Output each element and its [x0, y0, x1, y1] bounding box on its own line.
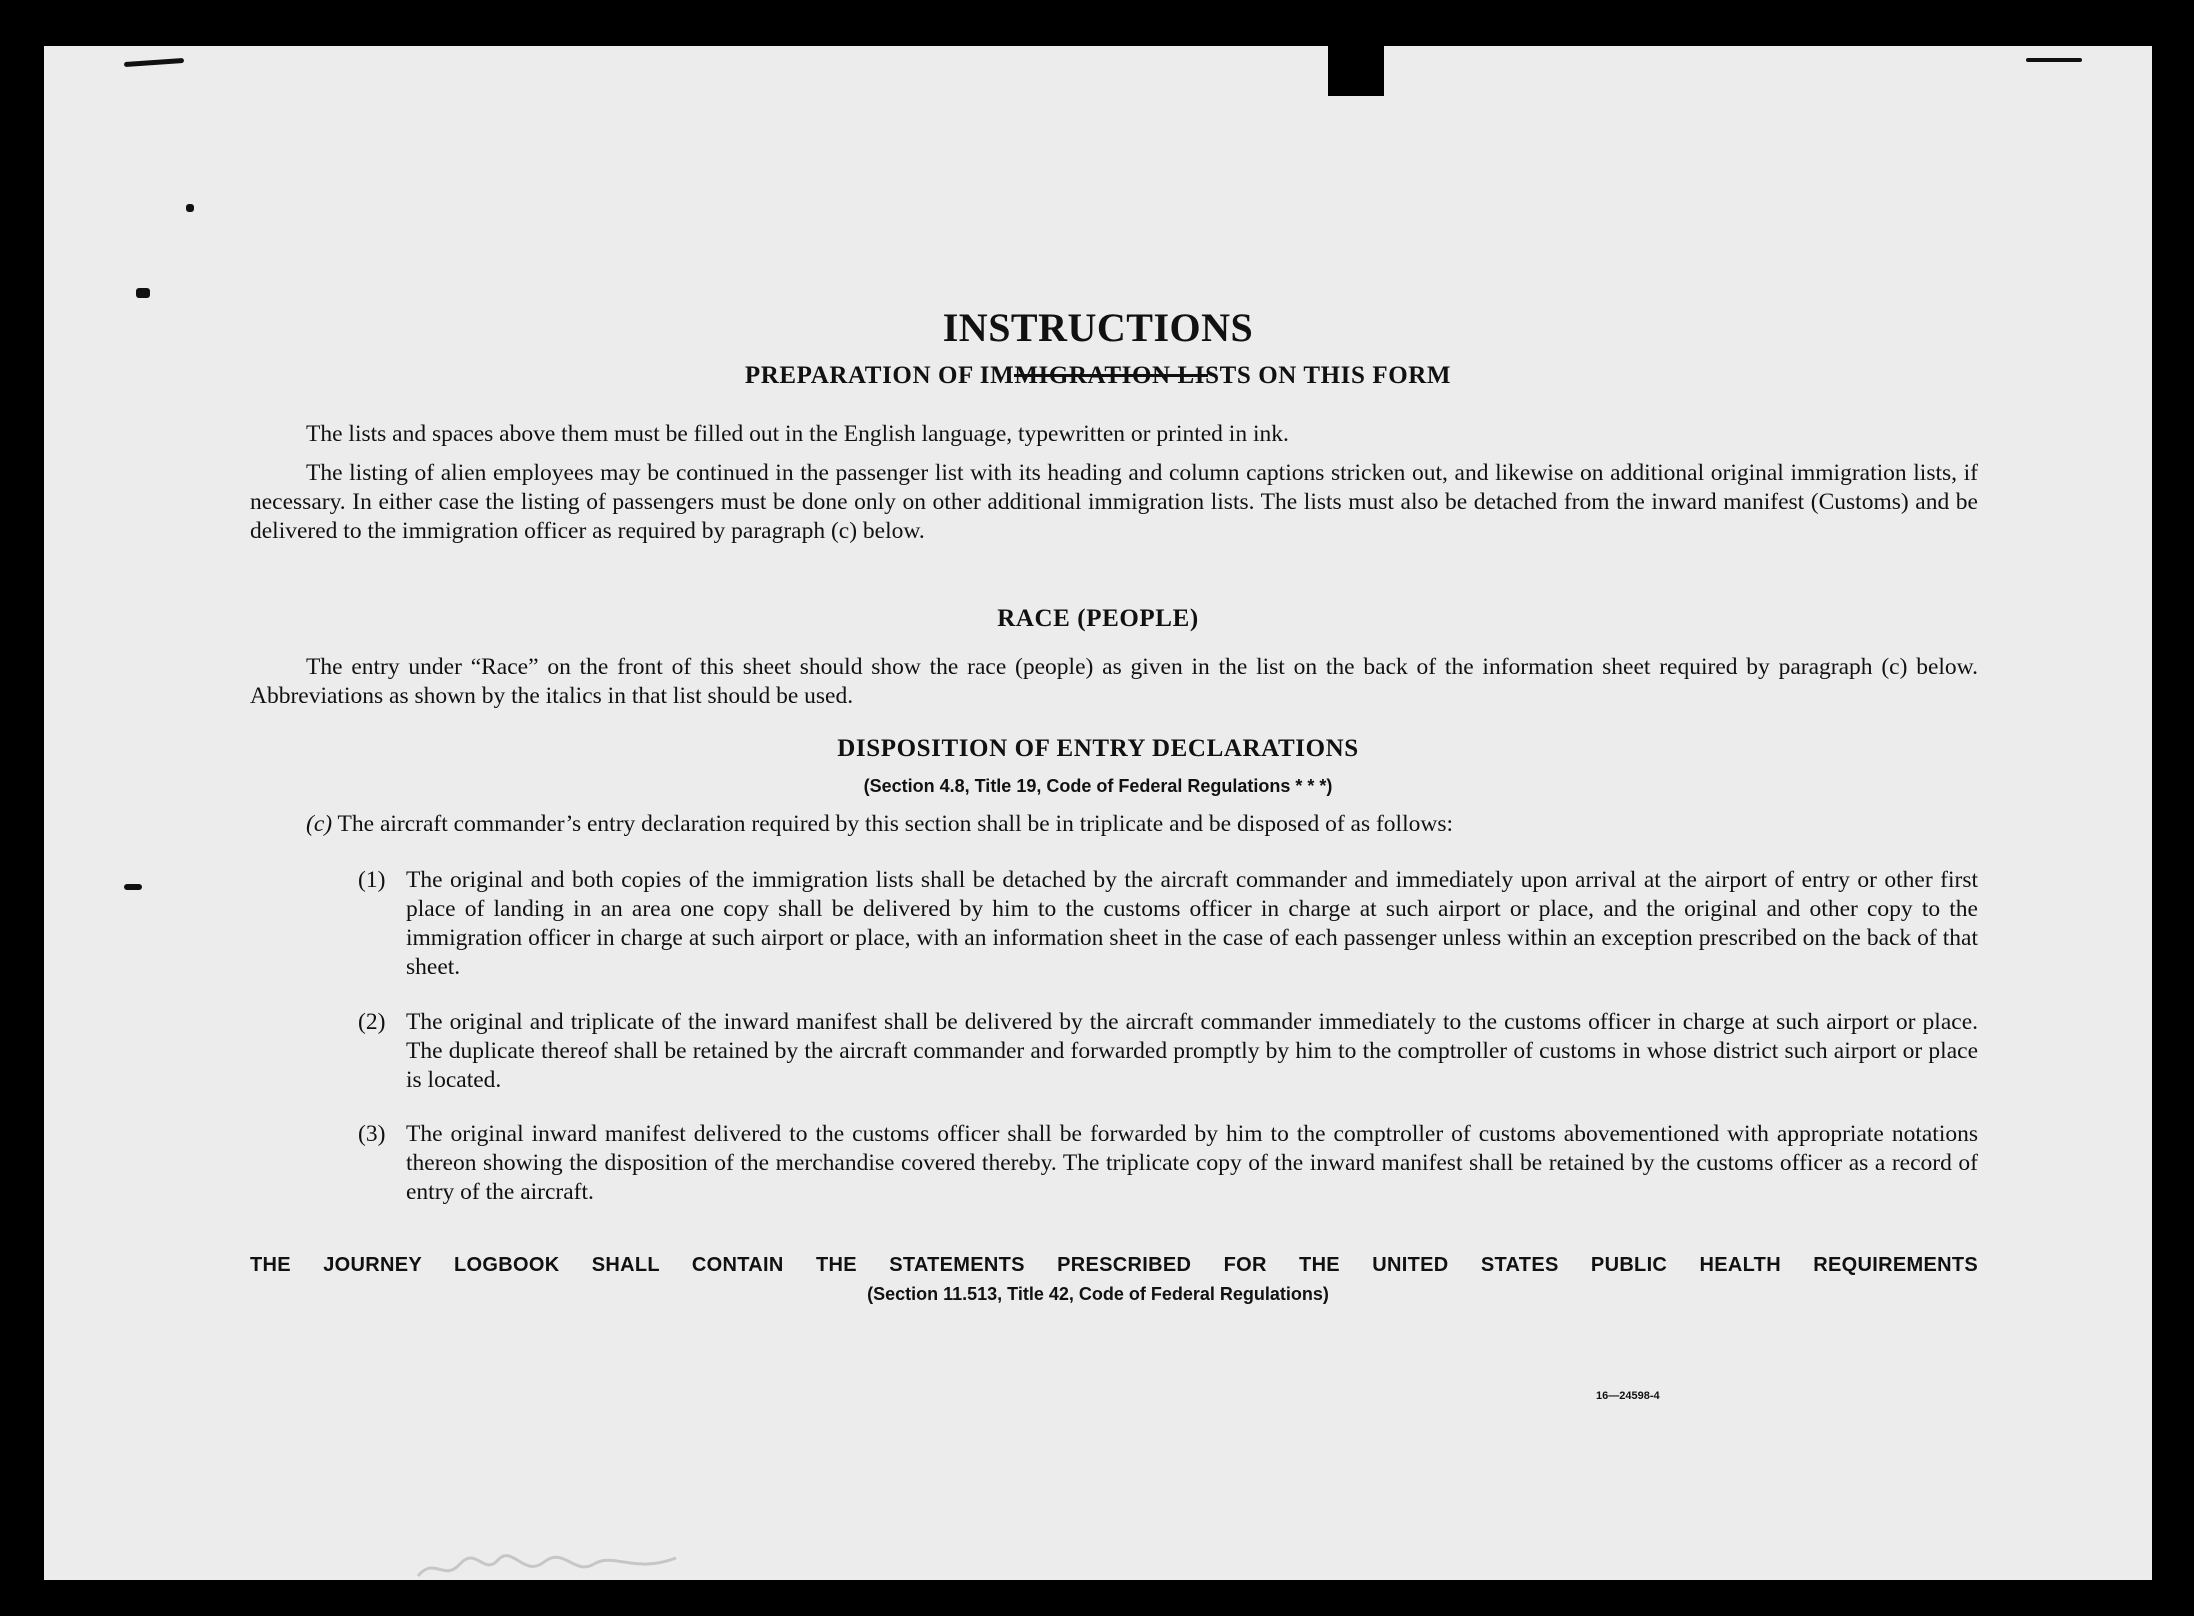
race-paragraph: The entry under “Race” on the front of this sheet should show the race (people) as given in the list on the back of the information sheet required by paragraph (c) below. Abbreviations as shown by the italics in that list should be used.	[250, 654, 1978, 709]
preparation-paragraph-1: The lists and spaces above them must be filled out in the English language, typewritten or printed in ink.	[306, 421, 1289, 447]
list-item	[358, 866, 1978, 982]
paragraph-label: (c)	[306, 811, 333, 837]
disposition-citation: (Section 4.8, Title 19, Code of Federal Regulations * * *)	[863, 776, 1333, 796]
health-requirements-statement: THE JOURNEY LOGBOOK SHALL CONTAIN THE STATEMENTS PRESCRIBED FOR THE UNITED STATES PUBLIC HEALTH REQUIREMENTS	[250, 1254, 1978, 1276]
scan-mark-left-3	[124, 884, 142, 890]
list-item	[358, 1008, 1978, 1095]
item-text: The original and both copies of the immigration lists shall be detached by the aircraft commander and immediately upon arrival at the airport of entry or other first place of landing in an area one copy shall be delivered by him to the customs officer in charge at such airport or place, and the original and other copy to the immigration officer in charge at such airport or place, with an information sheet in the case of each passenger unless within an exception prescribed on the back of that sheet.	[406, 867, 1978, 980]
race-heading: RACE (PEOPLE)	[997, 605, 1199, 632]
scan-mark-left-2	[136, 288, 150, 298]
page-title: INSTRUCTIONS	[942, 305, 1254, 350]
binding-tab	[1328, 46, 1384, 96]
health-requirements-citation: (Section 11.513, Title 42, Code of Federal Regulations)	[867, 1284, 1329, 1304]
document-page	[44, 46, 2152, 1580]
disposition-intro-text: The aircraft commander’s entry declaration required by this section shall be in triplicate and be disposed of as follows:	[337, 811, 1454, 837]
scan-mark-top-right	[2026, 58, 2082, 62]
item-text: The original inward manifest delivered to the customs officer shall be forwarded by him to the comptroller of customs abovementioned with appropriate notations thereon showing the disposition of the merchandise covered thereby. The triplicate copy of the inward manifest shall be retained by the customs officer as a record of entry of the aircraft.	[406, 1121, 1978, 1205]
item-number: (1)	[358, 867, 386, 893]
item-text: The original and triplicate of the inward manifest shall be delivered by the aircraft commander immediately to the customs officer in charge at such airport or place. The duplicate thereof shall be retained by the aircraft commander and forwarded promptly by him to the comptroller of customs in whose district such airport or place is located.	[406, 1009, 1978, 1093]
item-number: (3)	[358, 1121, 386, 1147]
preparation-paragraph-2: The listing of alien employees may be continued in the passenger list with its heading and column captions stricken out, and likewise on additional original immigration lists, if necessary. In either case the listing of passengers must be done only on other additional immigration lists. The lists must also be detached from the inward manifest (Customs) and be delivered to the immigration officer as required by paragraph (c) below.	[250, 460, 1978, 544]
scan-mark-left-1	[186, 204, 194, 212]
disposition-heading: DISPOSITION OF ENTRY DECLARATIONS	[837, 735, 1359, 762]
form-number: 16—24598-4	[1596, 1390, 1660, 1402]
list-item	[358, 1120, 1978, 1207]
disposition-intro	[306, 810, 1978, 839]
item-number: (2)	[358, 1009, 386, 1035]
scan-mark-top-left	[124, 58, 184, 67]
preparation-heading: PREPARATION OF IMMIGRATION LISTS ON THIS FORM	[744, 362, 1452, 389]
faint-signature-mark	[414, 1546, 684, 1586]
